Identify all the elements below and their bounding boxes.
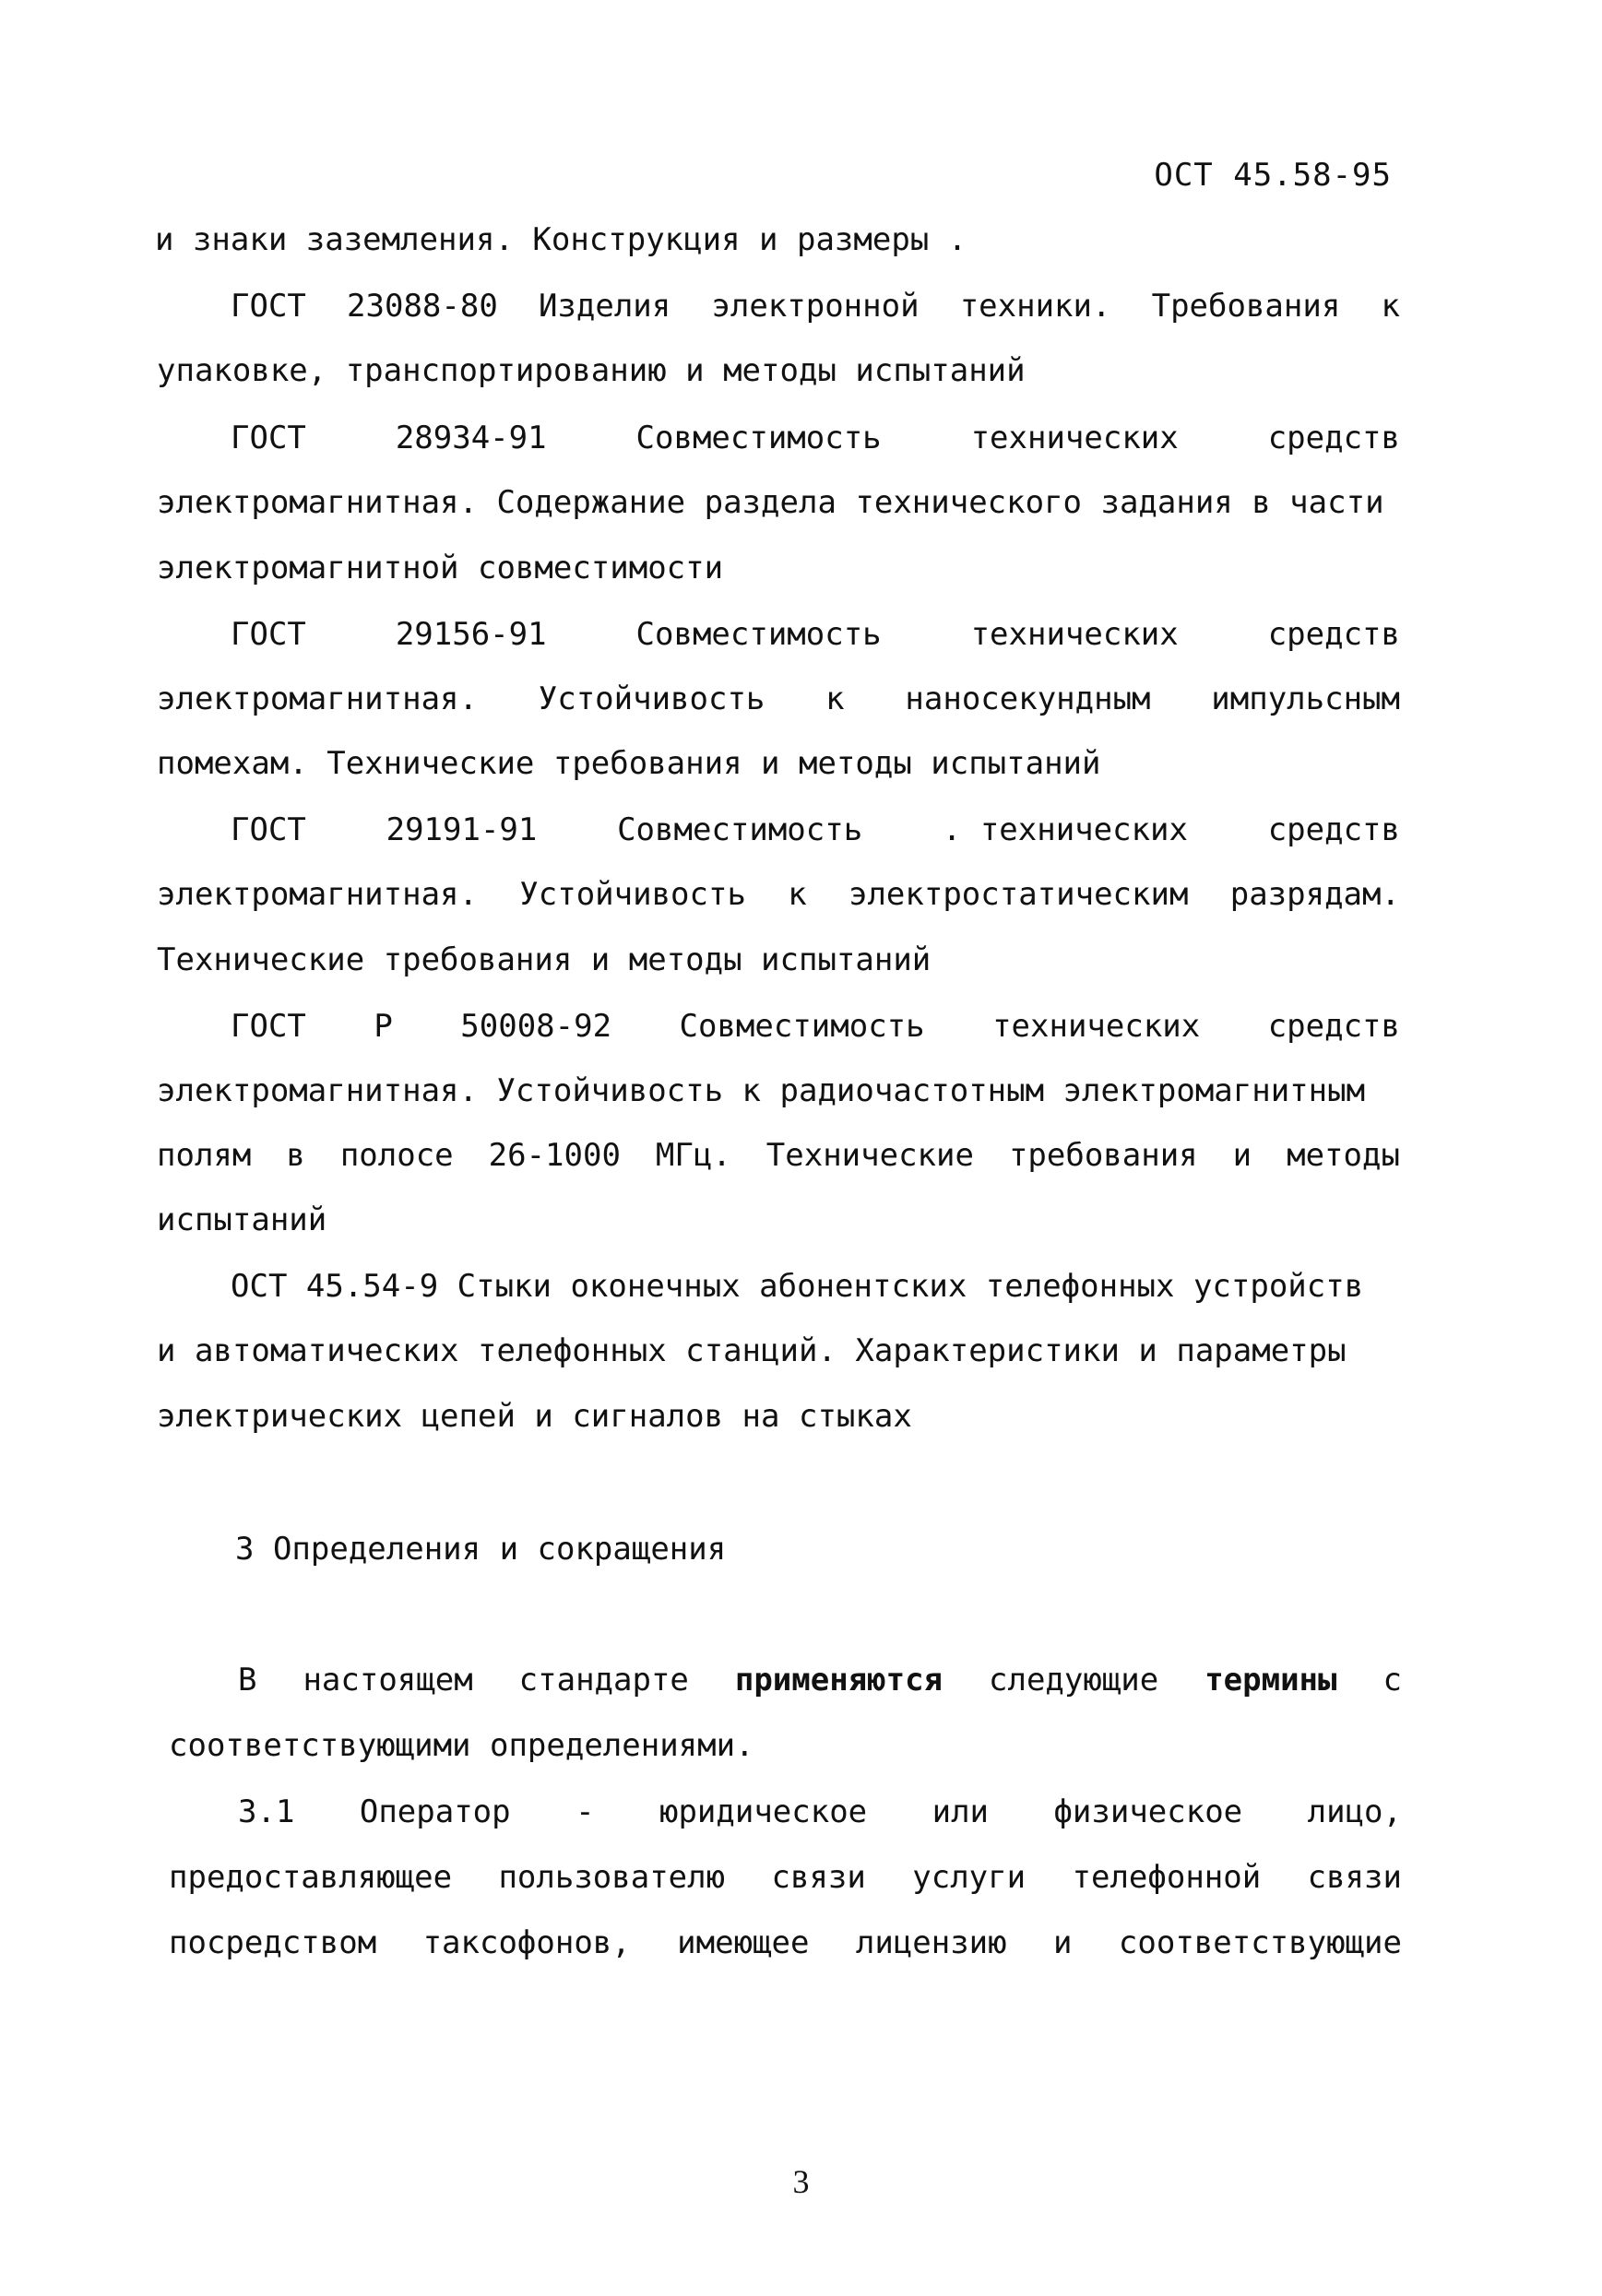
word: полосе bbox=[339, 1137, 454, 1174]
word: стандарте bbox=[518, 1662, 689, 1698]
text-line bbox=[157, 1137, 1400, 1174]
text-line: упаковке, транспортированию и методы испытаний bbox=[157, 352, 1026, 389]
word: Оператор bbox=[359, 1793, 511, 1830]
word: электростатическим bbox=[848, 876, 1189, 913]
word: электромагнитная. bbox=[157, 876, 478, 913]
word: 50008-92 bbox=[460, 1008, 612, 1045]
word: требования bbox=[1008, 1137, 1198, 1174]
document-code: ОСТ 45.58-95 bbox=[1154, 157, 1392, 194]
text-line bbox=[169, 1859, 1402, 1896]
text-line: электрических цепей и сигналов на стыках bbox=[157, 1398, 912, 1435]
definition-3-1 bbox=[238, 1793, 1402, 1830]
word: средств bbox=[1267, 1008, 1400, 1045]
reference-gost-23088 bbox=[231, 288, 1400, 325]
word: технических bbox=[992, 1008, 1201, 1045]
word: к bbox=[788, 876, 807, 913]
section-heading: 3 Определения и сокращения bbox=[235, 1531, 727, 1568]
word: с bbox=[1382, 1662, 1402, 1698]
word: имеющее bbox=[677, 1924, 810, 1961]
word: к bbox=[825, 681, 845, 717]
word: Совместимость bbox=[635, 616, 882, 653]
word: электронной bbox=[711, 288, 920, 325]
word: Устойчивость bbox=[519, 876, 746, 913]
word: термины bbox=[1204, 1662, 1337, 1698]
word: в bbox=[286, 1137, 305, 1174]
word: электромагнитная. bbox=[157, 681, 478, 717]
word: 28934-91 bbox=[395, 420, 547, 456]
text-line: и автоматических телефонных станций. Характеристики и параметры bbox=[157, 1332, 1347, 1369]
reference-gost-29191 bbox=[231, 811, 1400, 848]
word: применяются bbox=[734, 1662, 943, 1698]
text-line: электромагнитная. Содержание раздела технического задания в части bbox=[157, 484, 1384, 521]
word: . технических bbox=[942, 811, 1188, 848]
word: Совместимость bbox=[679, 1008, 925, 1045]
word: ГОСТ bbox=[231, 288, 306, 325]
word: МГц. bbox=[655, 1137, 731, 1174]
word: юридическое bbox=[659, 1793, 868, 1830]
word: и bbox=[1053, 1924, 1073, 1961]
word: Требования bbox=[1151, 288, 1341, 325]
word: разрядам. bbox=[1229, 876, 1400, 913]
text-line bbox=[157, 876, 1400, 913]
word: лицензию bbox=[855, 1924, 1007, 1961]
word: Совместимость bbox=[617, 811, 863, 848]
word: предоставляющее bbox=[169, 1859, 453, 1896]
word: Устойчивость bbox=[538, 681, 765, 717]
word: 23088-80 bbox=[347, 288, 498, 325]
definitions-intro bbox=[238, 1662, 1402, 1698]
word: лицо, bbox=[1307, 1793, 1402, 1830]
word: техники. bbox=[959, 288, 1111, 325]
word: физическое bbox=[1053, 1793, 1243, 1830]
reference-gost-r-50008 bbox=[231, 1008, 1400, 1045]
word: средств bbox=[1267, 420, 1400, 456]
word: ГОСТ bbox=[231, 811, 306, 848]
word: телефонной bbox=[1072, 1859, 1262, 1896]
word: Р bbox=[374, 1008, 393, 1045]
text-line bbox=[169, 1924, 1402, 1961]
word: или bbox=[932, 1793, 990, 1830]
text-line: соответствующими определениями. bbox=[169, 1727, 754, 1764]
word: Изделия bbox=[538, 288, 671, 325]
text-line: помехам. Технические требования и методы испытаний bbox=[157, 745, 1101, 782]
word: услуги bbox=[912, 1859, 1026, 1896]
word: технических bbox=[970, 616, 1179, 653]
reference-gost-28934 bbox=[231, 420, 1400, 456]
reference-gost-29156 bbox=[231, 616, 1400, 653]
word: Технические bbox=[765, 1137, 974, 1174]
word: средств bbox=[1267, 811, 1400, 848]
word: методы bbox=[1287, 1137, 1400, 1174]
text-line: электромагнитной совместимости bbox=[157, 550, 724, 586]
word: таксофонов, bbox=[422, 1924, 631, 1961]
word: пользователю bbox=[498, 1859, 726, 1896]
word: и bbox=[1232, 1137, 1252, 1174]
text-line bbox=[157, 681, 1400, 717]
word: следующие bbox=[989, 1662, 1159, 1698]
word: соответствующие bbox=[1118, 1924, 1402, 1961]
word: связи bbox=[771, 1859, 866, 1896]
word: импульсным bbox=[1211, 681, 1400, 717]
word: В bbox=[238, 1662, 257, 1698]
text-line: испытаний bbox=[157, 1201, 327, 1238]
word: 26-1000 bbox=[488, 1137, 621, 1174]
word: наносекундным bbox=[905, 681, 1151, 717]
word: настоящем bbox=[303, 1662, 473, 1698]
word: ГОСТ bbox=[231, 1008, 306, 1045]
word: 29191-91 bbox=[386, 811, 538, 848]
word: Совместимость bbox=[635, 420, 882, 456]
word: к bbox=[1381, 288, 1400, 325]
reference-ost-45-54: ОСТ 45.54-9 Стыки оконечных абонентских телефонных устройств bbox=[231, 1268, 1364, 1305]
word: полям bbox=[157, 1137, 252, 1174]
word: - bbox=[576, 1793, 595, 1830]
text-line: Технические требования и методы испытаний bbox=[157, 941, 932, 978]
word: 29156-91 bbox=[395, 616, 547, 653]
page-number: 3 bbox=[792, 2163, 810, 2200]
word: 3.1 bbox=[238, 1793, 295, 1830]
word: связи bbox=[1307, 1859, 1402, 1896]
word: посредством bbox=[169, 1924, 377, 1961]
word: ГОСТ bbox=[231, 420, 306, 456]
word: технических bbox=[970, 420, 1179, 456]
text-line: и знаки заземления. Конструкция и размеры . bbox=[155, 221, 967, 258]
text-line: электромагнитная. Устойчивость к радиочастотным электромагнитным bbox=[157, 1072, 1366, 1109]
word: средств bbox=[1267, 616, 1400, 653]
word: ГОСТ bbox=[231, 616, 306, 653]
